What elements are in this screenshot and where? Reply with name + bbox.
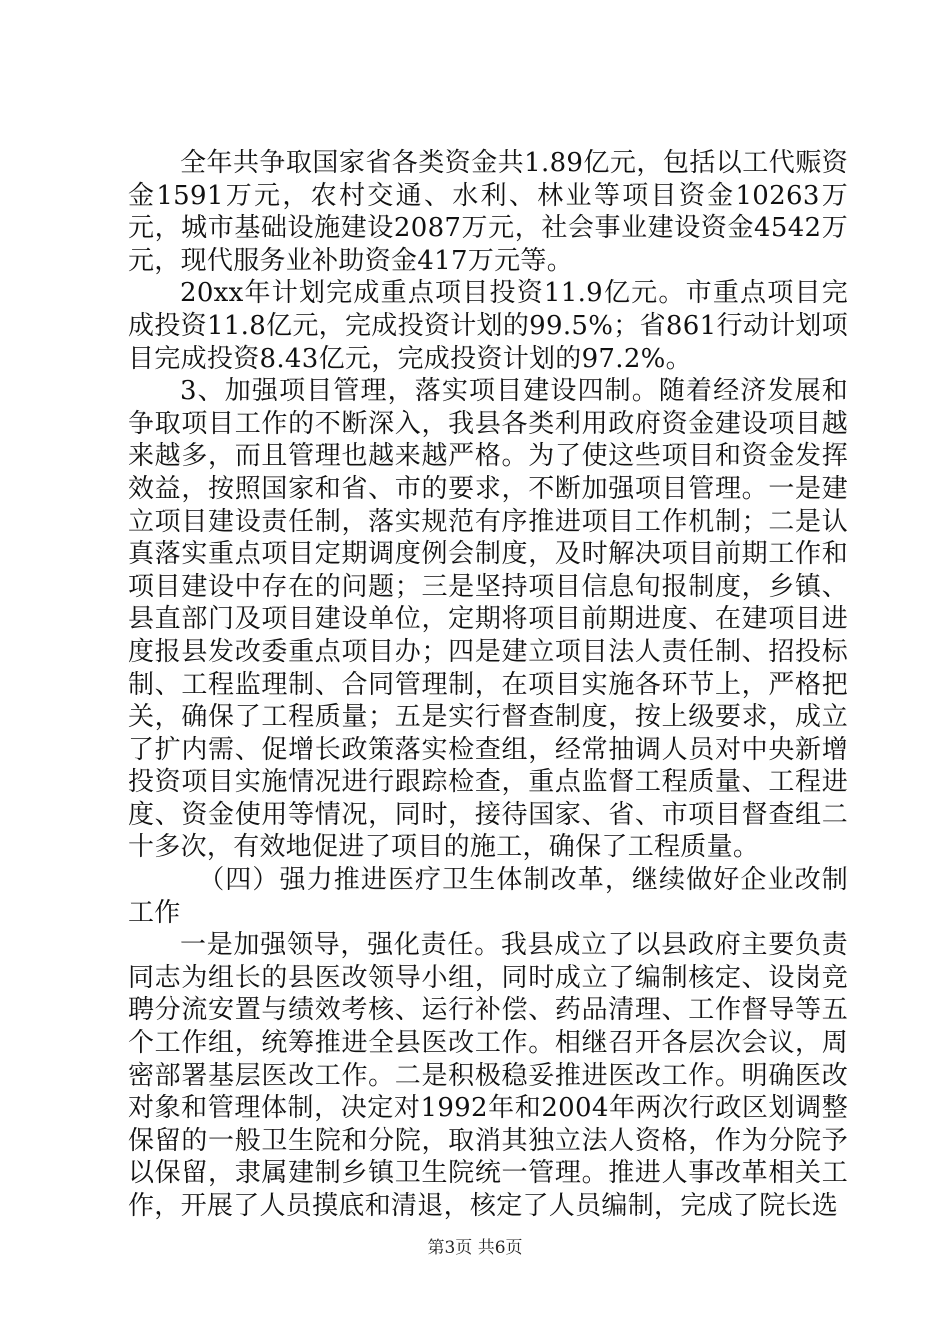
page-number-footer: 第3页 共6页	[427, 1238, 523, 1258]
paragraph-investment-plan: 20xx年计划完成重点项目投资11.9亿元。市重点项目完成投资11.8亿元，完成投资计划的99.5%；省861行动计划项目完成投资8.43亿元，完成投资计划的97.2%。	[128, 278, 848, 374]
paragraph-funding-summary: 全年共争取国家省各类资金共1.89亿元，包括以工代赈资金1591万元，农村交通、水利、林业等项目资金10263万元，城市基础设施建设2087万元，社会事业建设资金4542万元，现代服务业补助资金417万元等。	[128, 148, 848, 276]
paragraph-medical-reform: 一是加强领导，强化责任。我县成立了以县政府主要负责同志为组长的县医改领导小组，同时成立了编制核定、设岗竞聘分流安置与绩效考核、运行补偿、药品清理、工作督导等五个工作组，统筹推进全县医改工作。相继召开各层次会议，周密部署基层医改工作。二是积极稳妥推进医改工作。明确医改对象和管理体制，决定对1992年和2004年两次行政区划调整保留的一般卫生院和分院，取消其独立法人资格，作为分院予以保留，隶属建制乡镇卫生院统一管理。推进人事改革相关工作，开展了人员摸底和清退，核定了人员编制，完成了院长选	[128, 930, 848, 1221]
paragraph-project-management: 3、加强项目管理，落实项目建设四制。随着经济发展和争取项目工作的不断深入，我县各类利用政府资金建设项目越来越多，而且管理也越来越严格。为了使这些项目和资金发挥效益，按照国家和省、市的要求，不断加强项目管理。一是建立项目建设责任制，落实规范有序推进项目工作机制；二是认真落实重点项目定期调度例会制度，及时解决项目前期工作和项目建设中存在的问题；三是坚持项目信息旬报制度，乡镇、县直部门及项目建设单位，定期将项目前期进度、在建项目进度报县发改委重点项目办；四是建立项目法人责任制、招投标制、工程监理制、合同管理制，在项目实施各环节上，严格把关，确保了工程质量；五是实行督查制度，按上级要求，成立了扩内需、促增长政策落实检查组，经常抽调人员对中央新增投资项目实施情况进行跟踪检查，重点监督工程质量、工程进度、资金使用等情况，同时，接待国家、省、市项目督查组二十多次，有效地促进了项目的施工，确保了工程质量。	[128, 376, 848, 863]
section-heading-medical-reform: （四）强力推进医疗卫生体制改革，继续做好企业改制工作	[128, 865, 848, 928]
document-body	[128, 147, 848, 1223]
